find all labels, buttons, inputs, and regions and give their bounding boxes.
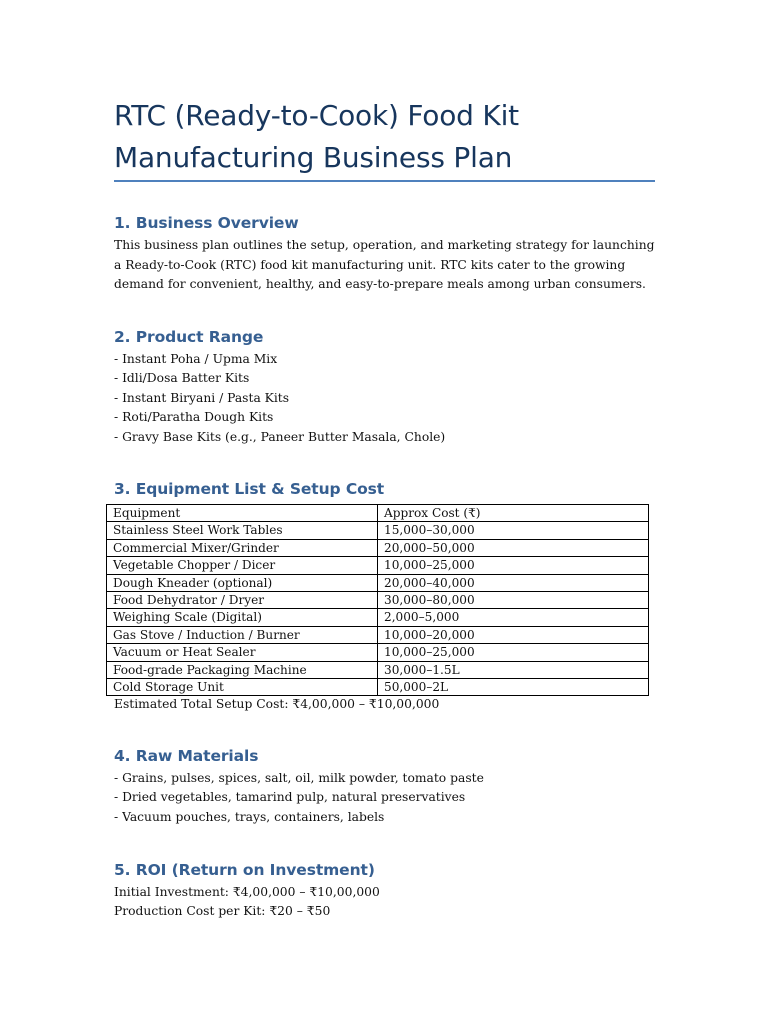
product-range-list xyxy=(114,350,445,447)
equipment-cost-cell: 10,000–25,000 xyxy=(378,644,649,661)
list-item: - Roti/Paratha Dough Kits xyxy=(114,410,274,425)
equipment-name-cell: Cold Storage Unit xyxy=(107,679,378,696)
table-row xyxy=(107,522,649,539)
table-row xyxy=(107,539,649,556)
raw-materials-list xyxy=(114,769,484,827)
equipment-cost-cell: 30,000–1.5L xyxy=(378,661,649,678)
equipment-cost-cell: 30,000–80,000 xyxy=(378,592,649,609)
title-line-1: RTC (Ready-to-Cook) Food Kit xyxy=(114,99,519,132)
table-row xyxy=(107,557,649,574)
table-row xyxy=(107,644,649,661)
business-overview-text: This business plan outlines the setup, operation, and marketing strategy for launching a Ready-to-Cook (RTC) food kit manufacturing unit. RTC kits cater to the growing demand for convenient, healthy, and easy-to-prepare meals among urban consumers. xyxy=(114,238,655,291)
table-header-row xyxy=(107,505,649,522)
heading-equipment-list: 3. Equipment List & Setup Cost xyxy=(114,480,385,498)
equipment-cost-table xyxy=(106,504,649,696)
title-line-2: Manufacturing Business Plan xyxy=(114,141,513,174)
equipment-name-cell: Food Dehydrator / Dryer xyxy=(107,592,378,609)
equipment-cost-cell: 20,000–40,000 xyxy=(378,574,649,591)
list-item: - Gravy Base Kits (e.g., Paneer Butter Masala, Chole) xyxy=(114,429,446,444)
heading-product-range: 2. Product Range xyxy=(114,328,264,346)
equipment-name-cell: Food-grade Packaging Machine xyxy=(107,661,378,678)
heading-roi: 5. ROI (Return on Investment) xyxy=(114,861,375,879)
list-item: - Instant Biryani / Pasta Kits xyxy=(114,390,290,405)
table-row xyxy=(107,592,649,609)
equipment-name-cell: Dough Kneader (optional) xyxy=(107,574,378,591)
equipment-name-cell: Vegetable Chopper / Dicer xyxy=(107,557,378,574)
document-title xyxy=(114,95,674,179)
list-item: - Idli/Dosa Batter Kits xyxy=(114,371,250,386)
table-row xyxy=(107,661,649,678)
equipment-name-cell: Commercial Mixer/Grinder xyxy=(107,539,378,556)
equipment-name-cell: Gas Stove / Induction / Burner xyxy=(107,626,378,643)
list-item: - Grains, pulses, spices, salt, oil, milk powder, tomato paste xyxy=(114,771,484,785)
heading-business-overview: 1. Business Overview xyxy=(114,214,299,232)
list-item: - Dried vegetables, tamarind pulp, natural preservatives xyxy=(114,790,466,805)
equipment-name-cell: Stainless Steel Work Tables xyxy=(107,522,378,539)
estimated-total-setup-cost: Estimated Total Setup Cost: ₹4,00,000 – ₹10,00,000 xyxy=(114,697,440,711)
list-item: Initial Investment: ₹4,00,000 – ₹10,00,000 xyxy=(114,885,380,899)
equipment-cost-cell: 10,000–25,000 xyxy=(378,557,649,574)
list-item: - Instant Poha / Upma Mix xyxy=(114,352,278,366)
equipment-name-cell: Weighing Scale (Digital) xyxy=(107,609,378,626)
equipment-cost-cell: 20,000–50,000 xyxy=(378,539,649,556)
table-row xyxy=(107,609,649,626)
column-header-cost: Approx Cost (₹) xyxy=(378,505,649,522)
equipment-cost-cell: 10,000–20,000 xyxy=(378,626,649,643)
roi-list xyxy=(114,883,380,922)
equipment-cost-cell: 2,000–5,000 xyxy=(378,609,649,626)
list-item: - Vacuum pouches, trays, containers, labels xyxy=(114,809,385,824)
equipment-cost-cell: 50,000–2L xyxy=(378,679,649,696)
equipment-name-cell: Vacuum or Heat Sealer xyxy=(107,644,378,661)
heading-raw-materials: 4. Raw Materials xyxy=(114,747,259,765)
table-row xyxy=(107,679,649,696)
table-row xyxy=(107,626,649,643)
list-item: Production Cost per Kit: ₹20 – ₹50 xyxy=(114,904,331,919)
equipment-cost-cell: 15,000–30,000 xyxy=(378,522,649,539)
column-header-equipment: Equipment xyxy=(107,505,378,522)
title-underline-rule xyxy=(114,180,655,182)
table-row xyxy=(107,574,649,591)
